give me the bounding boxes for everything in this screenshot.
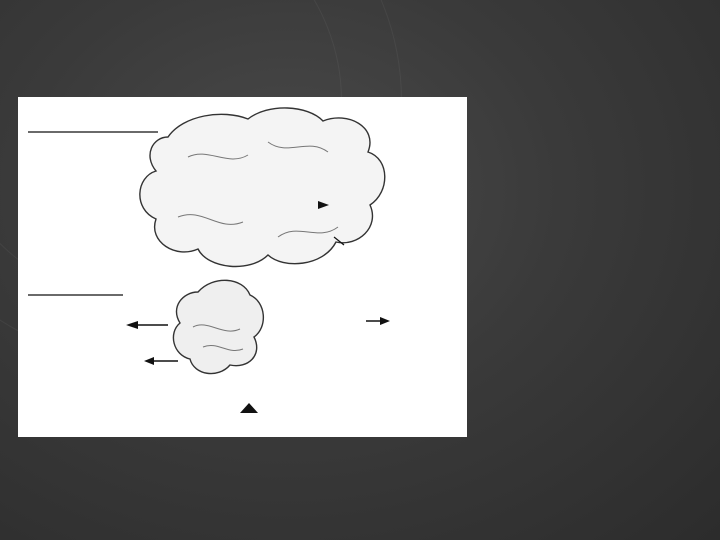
- ribosome-shape: [173, 280, 263, 373]
- amino-acid-pointer-arrow: [144, 357, 154, 365]
- rna-end-arrow: [240, 403, 258, 413]
- ribosome-pointer-arrow: [126, 321, 138, 329]
- protein-pointer-arrow: [380, 317, 390, 325]
- rna-polymerase-shape: [140, 108, 385, 267]
- transcription-translation-figure: [18, 97, 467, 437]
